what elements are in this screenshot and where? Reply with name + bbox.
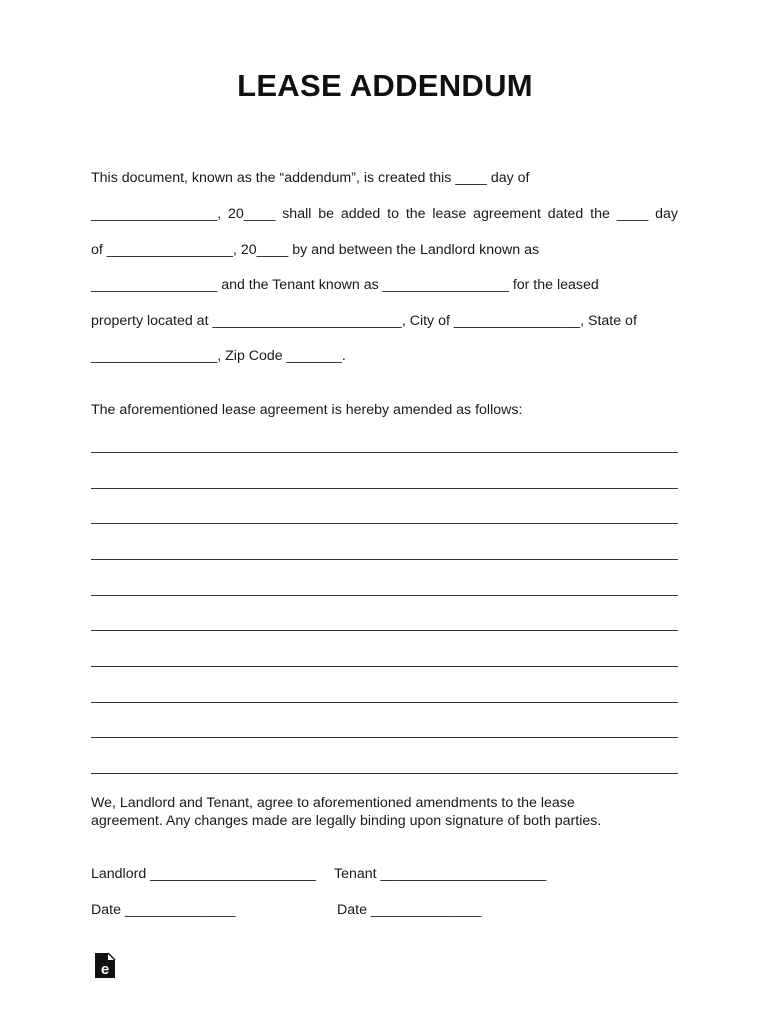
document-title: LEASE ADDENDUM [237, 68, 533, 103]
amendment-line[interactable] [91, 595, 678, 596]
agreement-line-1: We, Landlord and Tenant, agree to aforementioned amendments to the lease [91, 795, 575, 811]
intro-line-4: ________________ and the Tenant known as ________________ for the leased [91, 277, 599, 293]
amendment-line[interactable] [91, 452, 678, 453]
agreement-line-2: agreement. Any changes made are legally binding upon signature of both parties. [91, 813, 602, 829]
landlord-date-field[interactable]: Date ______________ [91, 902, 236, 918]
amendment-line[interactable] [91, 773, 678, 774]
intro-line-6: ________________, Zip Code _______. [91, 348, 346, 364]
tenant-signature-field[interactable]: Tenant _____________________ [334, 866, 547, 882]
amendment-line[interactable] [91, 559, 678, 560]
amendment-line[interactable] [91, 523, 678, 524]
amendment-line[interactable] [91, 666, 678, 667]
intro-line-2: ________________, 20____ shall be added to the lease agreement dated the ____ day [91, 206, 678, 222]
eforms-document-icon [94, 952, 116, 979]
svg-text:e: e [100, 961, 110, 978]
amendment-line[interactable] [91, 630, 678, 631]
amendment-line[interactable] [91, 702, 678, 703]
intro-line-5: property located at ________________________, City of ________________, State of [91, 313, 637, 329]
intro-line-3: of ________________, 20____ by and between the Landlord known as [91, 242, 540, 258]
amendment-line[interactable] [91, 488, 678, 489]
intro-line-1: This document, known as the “addendum”, is created this ____ day of [91, 170, 530, 186]
tenant-date-field[interactable]: Date ______________ [337, 902, 482, 918]
amendment-heading: The aforementioned lease agreement is hereby amended as follows: [91, 402, 523, 418]
amendment-line[interactable] [91, 737, 678, 738]
landlord-signature-field[interactable]: Landlord _____________________ [91, 866, 316, 882]
